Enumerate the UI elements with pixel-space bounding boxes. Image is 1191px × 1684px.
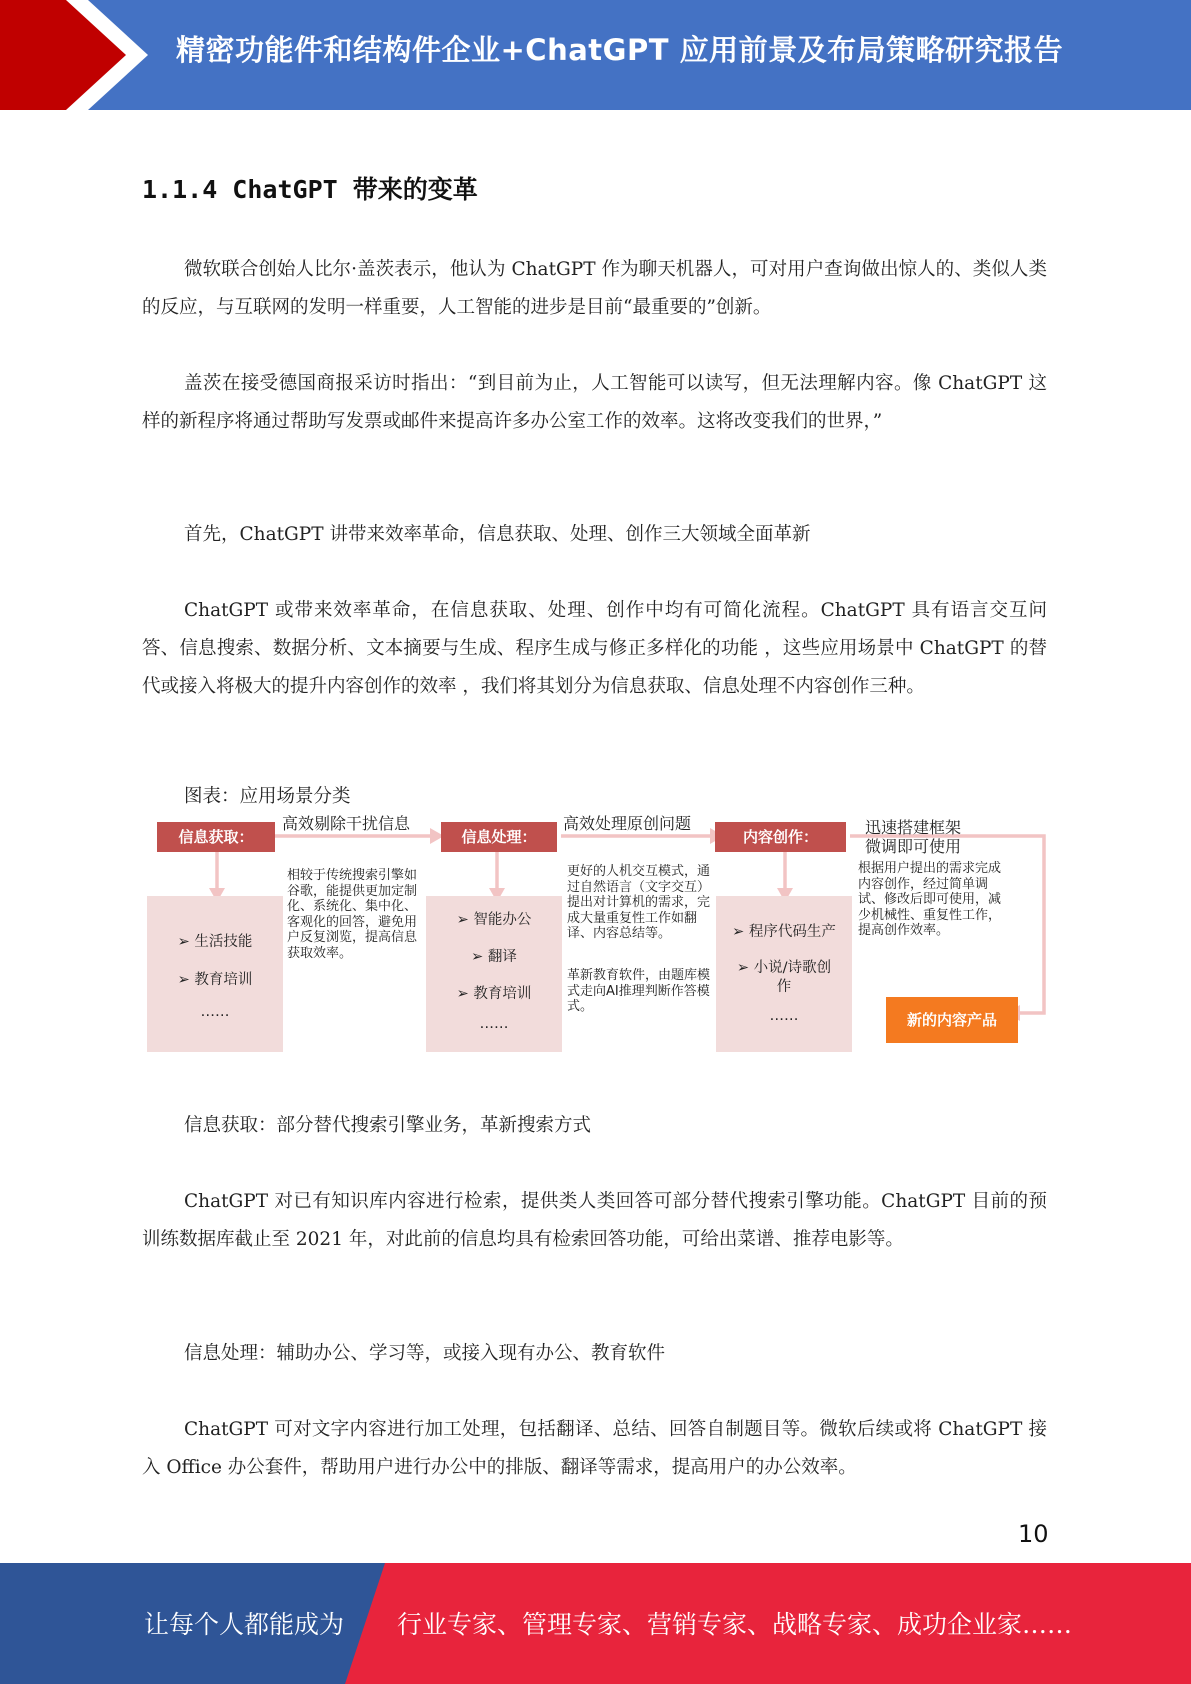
list-item: ➢ 程序代码生产 <box>732 924 836 940</box>
header-band <box>0 0 1191 110</box>
arrow-label-framework: 迅速搭建框架 <box>865 818 962 837</box>
stage-label-info-acquisition: 信息获取： <box>157 822 275 852</box>
paragraph-gates-interview: 盖茨在接受德国商报采访时指出：“到目前为止，人工智能可以读写，但无法理解内容。像 ChatGPT 这样的新程序将通过帮助写发票或邮件来提高许多办公室工作的效率。这将改变我们的世界，” <box>142 373 1047 432</box>
report-title: 精密功能件和结构件企业+ChatGPT 应用前景及布局策略研究报告 <box>176 33 1064 67</box>
arrow-label-filter: 高效剔除干扰信息 <box>282 814 411 833</box>
footer-band <box>0 1563 1191 1684</box>
paragraph-gates-quote: 微软联合创始人比尔·盖茨表示，他认为 ChatGPT 作为聊天机器人，可对用户查询做出惊人的、类似人类的反应，与互联网的发明一样重要，人工智能的进步是目前“最重要的”创新。 <box>142 259 1047 318</box>
list-item: ➢ 小说/诗歌创 <box>736 960 832 976</box>
page-number: 10 <box>1018 1520 1049 1548</box>
header-chevron-icon <box>0 0 160 110</box>
stage-label-info-processing: 信息处理： <box>441 822 557 852</box>
arrow-label-finetune: 微调即可使用 <box>865 837 962 856</box>
new-content-product-box: 新的内容产品 <box>886 997 1018 1043</box>
paragraph-info-processing-detail: ChatGPT 可对文字内容进行加工处理，包括翻译、总结、回答自制题目等。微软后续或将 ChatGPT 接入 Office 办公套件，帮助用户进行办公中的排版、翻译等需求，提高用户的办公效率。 <box>142 1419 1047 1478</box>
list-item: …… <box>769 1008 799 1024</box>
stage1-description: 相较于传统搜索引擎如谷歌，能提供更加定制化、系统化、集中化、客观化的回答，避免用户反复浏览，提高信息获取效率。 <box>287 868 418 961</box>
list-item: ➢ 教育培训 <box>456 986 532 1002</box>
stage2-box <box>426 896 562 1052</box>
stage3-box <box>716 896 852 1052</box>
stage1-box <box>147 896 283 1052</box>
arrow-label-original: 高效处理原创问题 <box>563 814 692 833</box>
stage2-description: 更好的人机交互模式，通过自然语言（文字交互）提出对计算机的需求，完成大量重复性工作如翻译、内容总结等。 <box>567 864 711 941</box>
paragraph-info-acquisition-title: 信息获取：部分替代搜索引擎业务，革新搜索方式 <box>184 1115 592 1136</box>
application-scenario-diagram <box>142 812 1050 1062</box>
stage-label-content-creation: 内容创作： <box>715 822 846 852</box>
list-item: …… <box>479 1016 509 1032</box>
paragraph-info-processing-title: 信息处理：辅助办公、学习等，或接入现有办公、教育软件 <box>184 1343 666 1364</box>
list-item: ➢ 智能办公 <box>456 912 532 928</box>
list-item: ➢ 翻译 <box>471 949 517 965</box>
paragraph-info-acquisition-detail: ChatGPT 对已有知识库内容进行检索，提供类人类回答可部分替代搜索引擎功能。ChatGPT 目前的预训练数据库截止至 2021 年，对此前的信息均具有检索回答功能，可给出菜谱、推荐电影等。 <box>142 1191 1047 1250</box>
section-heading: 1.1.4 ChatGPT 带来的变革 <box>142 175 478 204</box>
list-item: 作 <box>776 979 792 995</box>
footer-slogan-right: 行业专家、管理专家、营销专家、战略专家、成功企业家…… <box>397 1610 1073 1639</box>
paragraph-efficiency-detail: ChatGPT 或带来效率革命，在信息获取、处理、创作中均有可简化流程。ChatGPT 具有语言交互问答、信息搜索、数据分析、文本摘要与生成、程序生成与修正多样化的功能 ，这些应用场景中 ChatGPT 的替代或接入将极大的提升内容创作的效率 ，我们将其划分为信息获取、信息处理不内容创作三种。 <box>142 600 1047 697</box>
footer-slogan-left: 让每个人都能成为 <box>144 1610 345 1639</box>
paragraph-efficiency-intro: 首先，ChatGPT 讲带来效率革命，信息获取、处理、创作三大领域全面革新 <box>184 524 811 545</box>
figure-caption: 图表：应用场景分类 <box>184 786 351 807</box>
list-item: ➢ 生活技能 <box>177 934 253 950</box>
list-item: …… <box>200 1004 230 1020</box>
list-item: ➢ 教育培训 <box>177 972 253 988</box>
stage3-description: 根据用户提出的需求完成内容创作，经过简单调试、修改后即可使用，减少机械性、重复性工作，提高创作效率。 <box>858 861 1002 938</box>
stage2-description-education: 革新教育软件，由题库模式走向AI推理判断作答模式。 <box>567 968 711 1014</box>
